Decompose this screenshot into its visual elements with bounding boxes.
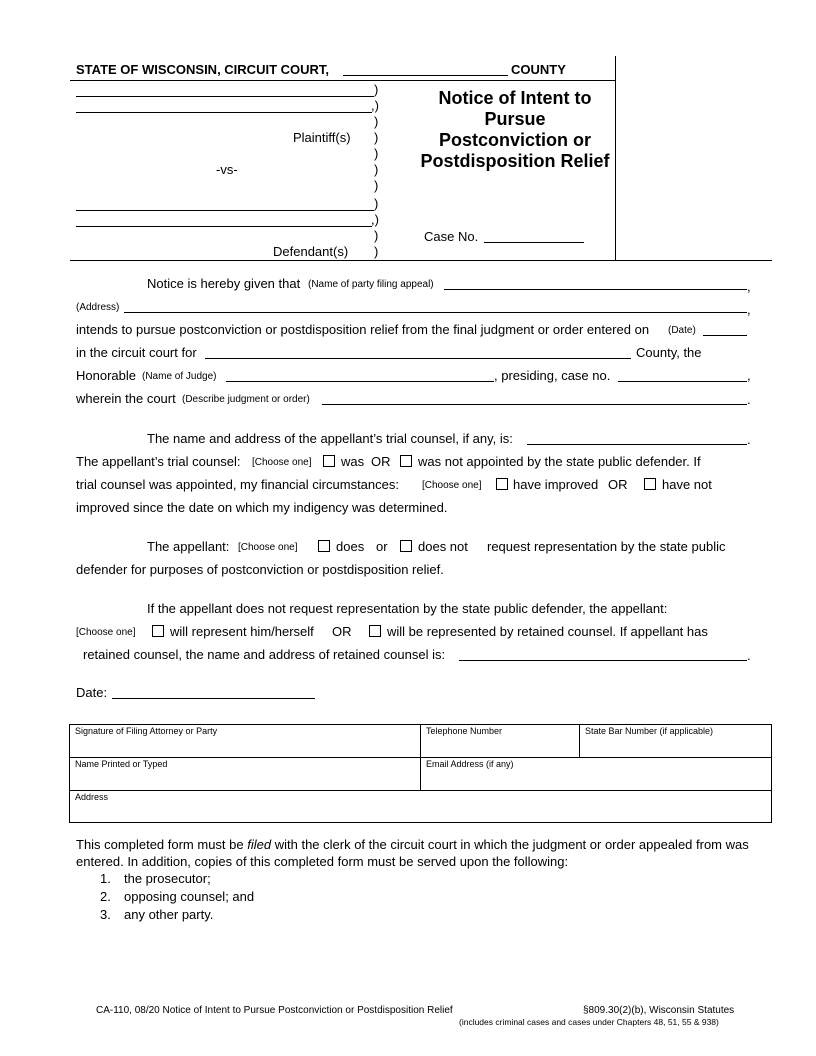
- describe-hint: (Describe judgment or order): [182, 394, 310, 405]
- or-label: OR: [371, 454, 391, 469]
- or-lower-label: or: [376, 539, 388, 554]
- have-improved-checkbox[interactable]: [496, 478, 508, 490]
- form-title: Notice of Intent to Pursue Postconviction or Postdisposition Relief: [420, 88, 610, 171]
- plaintiff-label: Plaintiff(s): [293, 130, 351, 145]
- footer-form-id: CA-110, 08/20 Notice of Intent to Pursue Postconviction or Postdisposition Relief: [96, 1005, 453, 1016]
- party-name-field[interactable]: [444, 289, 747, 290]
- date-hint: (Date): [668, 325, 696, 336]
- caption-bottom-rule: [70, 260, 772, 261]
- footer-includes: (includes criminal cases and cases under Chapters 48, 51, 55 & 938): [459, 1017, 719, 1027]
- caption-vertical-rule: [615, 56, 616, 260]
- case-number-field[interactable]: [618, 381, 747, 382]
- period: .: [747, 648, 751, 663]
- paren: ,): [371, 98, 379, 113]
- name-printed-cell[interactable]: Name Printed or Typed: [75, 759, 168, 769]
- or-label: OR: [332, 624, 352, 639]
- plaintiff-line-2[interactable]: [76, 112, 372, 113]
- or-label: OR: [608, 477, 628, 492]
- if-not-request-text: If the appellant does not request representation by the state public defender, the appellant:: [147, 601, 668, 616]
- date-field[interactable]: [112, 698, 315, 699]
- appellant-label: The appellant:: [147, 539, 230, 554]
- does-label: does: [336, 539, 365, 554]
- choose-one-hint: [Choose one]: [252, 457, 312, 468]
- paren: ): [374, 244, 379, 259]
- vs-label: -vs-: [216, 162, 238, 177]
- instructions-pre: This completed form must be: [76, 837, 244, 852]
- paren: ): [374, 114, 379, 129]
- comma: ,: [747, 279, 751, 294]
- trial-counsel-field[interactable]: [527, 444, 747, 445]
- list-item: opposing counsel; and: [124, 889, 255, 904]
- circuit-court-for: in the circuit court for: [76, 345, 197, 360]
- improved-since-text: improved since the date on which my indigency was determined.: [76, 500, 448, 515]
- judgment-description-field[interactable]: [322, 404, 747, 405]
- instructions-line-2: entered. In addition, copies of this completed form must be served upon the following:: [76, 854, 569, 869]
- address-hint: (Address): [76, 302, 120, 313]
- list-item-number: 3.: [100, 907, 111, 922]
- choose-one-hint: [Choose one]: [238, 542, 298, 553]
- county-the: County, the: [636, 345, 702, 360]
- retained-counsel-checkbox[interactable]: [369, 625, 381, 637]
- wherein-label: wherein the court: [76, 391, 176, 406]
- trial-appointed-text: trial counsel was appointed, my financial circumstances:: [76, 477, 399, 492]
- judge-hint: (Name of Judge): [142, 371, 217, 382]
- defendant-line-2[interactable]: [76, 226, 372, 227]
- name-hint: (Name of party filing appeal): [308, 279, 434, 290]
- intends-text: intends to pursue postconviction or postdisposition relief from the final judgment or order entered on: [76, 322, 650, 337]
- comma: ,: [747, 302, 751, 317]
- have-not-improved-checkbox[interactable]: [644, 478, 656, 490]
- list-item-number: 2.: [100, 889, 111, 904]
- case-no-label: Case No.: [424, 229, 479, 244]
- court-prefix: STATE OF WISCONSIN, CIRCUIT COURT,: [76, 62, 330, 77]
- paren: ): [374, 146, 379, 161]
- retained-text: retained counsel, the name and address of retained counsel is:: [83, 647, 446, 662]
- was-not-appointed-checkbox[interactable]: [400, 455, 412, 467]
- have-improved-label: have improved: [513, 477, 599, 492]
- choose-one-hint: [Choose one]: [76, 627, 136, 638]
- paren: ): [374, 82, 379, 97]
- defendant-label: Defendant(s): [273, 244, 349, 259]
- choose-one-hint: [Choose one]: [422, 480, 482, 491]
- honorable-label: Honorable: [76, 368, 136, 383]
- table-row-divider: [69, 790, 772, 791]
- period: .: [747, 432, 751, 447]
- have-not-label: have not: [662, 477, 712, 492]
- email-cell[interactable]: Email Address (if any): [426, 759, 514, 769]
- list-item: any other party.: [124, 907, 214, 922]
- table-col-divider: [420, 724, 421, 790]
- bar-number-cell[interactable]: State Bar Number (if applicable): [585, 726, 714, 736]
- paren: ): [374, 228, 379, 243]
- was-not-text: was not appointed by the state public defender. If: [418, 454, 701, 469]
- counsel-name-address-text: The name and address of the appellant’s trial counsel, if any, is:: [147, 431, 513, 446]
- instructions-post: with the clerk of the circuit court in which the judgment or order appealed from was: [274, 837, 749, 852]
- date-label: Date:: [76, 685, 108, 700]
- was-appointed-checkbox[interactable]: [323, 455, 335, 467]
- telephone-cell[interactable]: Telephone Number: [426, 726, 503, 736]
- presiding-case: , presiding, case no.: [494, 368, 611, 383]
- trial-counsel-text: The appellant’s trial counsel:: [76, 454, 241, 469]
- footer-statute: §809.30(2)(b), Wisconsin Statutes: [583, 1005, 735, 1016]
- paren: ): [374, 130, 379, 145]
- county-label: COUNTY: [511, 62, 566, 77]
- comma: ,: [747, 368, 751, 383]
- judgment-date-field[interactable]: [703, 335, 747, 336]
- caption-divider: [70, 80, 615, 81]
- will-be-represented-label: will be represented by retained counsel. If appellant has: [387, 624, 708, 639]
- paren: ): [374, 162, 379, 177]
- notice-intro: Notice is hereby given that: [147, 276, 301, 291]
- does-request-checkbox[interactable]: [318, 540, 330, 552]
- does-not-label: does not: [418, 539, 468, 554]
- represent-self-checkbox[interactable]: [152, 625, 164, 637]
- list-item: the prosecutor;: [124, 871, 211, 886]
- does-not-request-checkbox[interactable]: [400, 540, 412, 552]
- table-col-divider: [579, 724, 580, 757]
- will-represent-label: will represent him/herself: [170, 624, 314, 639]
- paren: ): [374, 196, 379, 211]
- was-label: was: [341, 454, 365, 469]
- retained-counsel-field[interactable]: [459, 660, 747, 661]
- defender-text: defender for purposes of postconviction or postdisposition relief.: [76, 562, 444, 577]
- instructions-filed: filed: [247, 837, 272, 852]
- judge-name-field[interactable]: [226, 381, 494, 382]
- instructions-line-1: [76, 837, 749, 852]
- address-cell[interactable]: Address: [75, 792, 109, 802]
- period: .: [747, 392, 751, 407]
- case-no-field[interactable]: [484, 242, 584, 243]
- paren: ): [374, 178, 379, 193]
- county-name-field[interactable]: [343, 75, 508, 76]
- party-address-field[interactable]: [124, 312, 747, 313]
- circuit-county-field[interactable]: [205, 358, 631, 359]
- signature-cell[interactable]: Signature of Filing Attorney or Party: [75, 726, 218, 736]
- list-item-number: 1.: [100, 871, 111, 886]
- paren: ,): [371, 212, 379, 227]
- request-text: request representation by the state public: [487, 539, 726, 554]
- defendant-line-1[interactable]: [76, 210, 374, 211]
- plaintiff-line-1[interactable]: [76, 96, 374, 97]
